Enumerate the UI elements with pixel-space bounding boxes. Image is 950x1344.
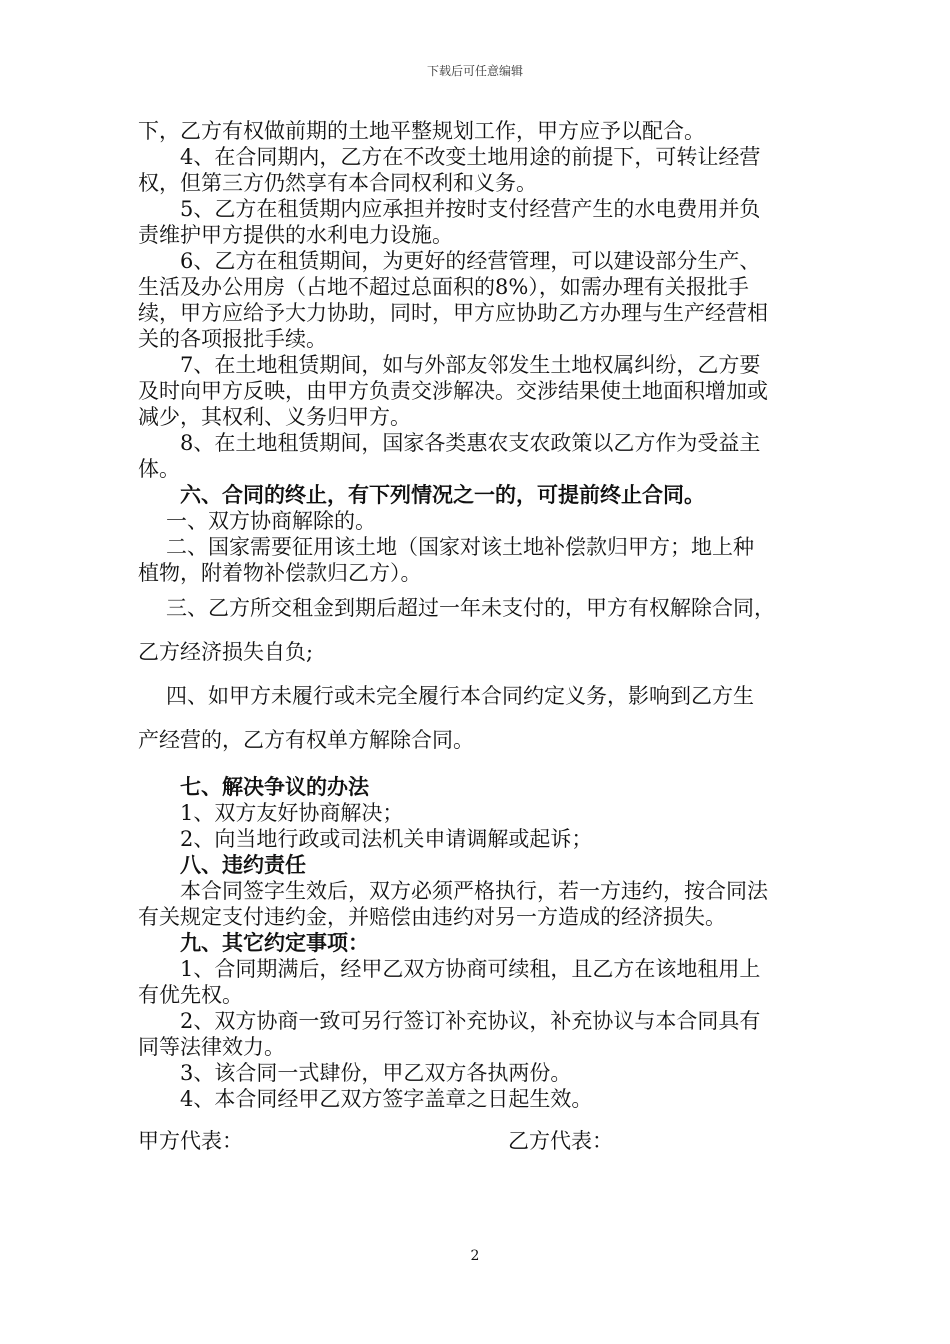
text-line: 6、乙方在租赁期间，为更好的经营管理，可以建设部分生产、 — [180, 249, 761, 273]
text-line: 1、合同期满后，经甲乙双方协商可续租，且乙方在该地租用上 — [180, 957, 761, 981]
text-line: 2、双方协商一致可另行签订补充协议，补充协议与本合同具有 — [180, 1009, 761, 1033]
text-line: 4、本合同经甲乙双方签字盖章之日起生效。 — [180, 1087, 593, 1111]
text-line: 三、乙方所交租金到期后超过一年未支付的，甲方有权解除合同， — [166, 596, 775, 620]
text-line: 续，甲方应给予大力协助，同时，甲方应协助乙方办理与生产经营相 — [138, 301, 768, 325]
party-a-signature-label: 甲方代表： — [138, 1129, 243, 1153]
text-line: 责维护甲方提供的水利电力设施。 — [138, 223, 453, 247]
text-line: 3、该合同一式肆份，甲乙双方各执两份。 — [180, 1061, 572, 1085]
text-line: 8、在土地租赁期间，国家各类惠农支农政策以乙方作为受益主 — [180, 431, 761, 455]
text-line: 体。 — [138, 457, 180, 481]
text-line: 1、双方友好协商解决； — [180, 801, 404, 825]
text-line: 二、国家需要征用该土地（国家对该土地补偿款归甲方；地上种 — [166, 535, 754, 559]
text-line: 有优先权。 — [138, 983, 243, 1007]
text-line: 本合同签字生效后，双方必须严格执行，若一方违约，按合同法 — [180, 879, 768, 903]
text-line: 一、双方协商解除的。 — [166, 509, 376, 533]
text-line: 产经营的，乙方有权单方解除合同。 — [138, 728, 474, 752]
section-heading: 八、违约责任 — [180, 852, 306, 877]
text-line: 有关规定支付违约金，并赔偿由违约对另一方造成的经济损失。 — [138, 905, 726, 929]
document-body — [138, 118, 828, 1112]
text-line: 4、在合同期内，乙方在不改变土地用途的前提下，可转让经营 — [180, 145, 761, 169]
text-line: 植物，附着物补偿款归乙方）。 — [138, 561, 422, 585]
text-line: 四、如甲方未履行或未完全履行本合同约定义务，影响到乙方生 — [166, 684, 754, 708]
text-line: 同等法律效力。 — [138, 1035, 285, 1059]
text-line: 7、在土地租赁期间，如与外部友邻发生土地权属纠纷，乙方要 — [180, 353, 761, 377]
text-line: 权，但第三方仍然享有本合同权利和义务。 — [138, 171, 537, 195]
section-heading: 七、解决争议的办法 — [180, 774, 369, 799]
section-heading: 六、合同的终止，有下列情况之一的，可提前终止合同。 — [180, 482, 705, 507]
text-line: 及时向甲方反映，由甲方负责交涉解决。交涉结果使土地面积增加或 — [138, 379, 768, 403]
text-line: 乙方经济损失自负; — [138, 640, 314, 664]
page-number: 2 — [470, 1248, 480, 1264]
text-line: 5、乙方在租赁期内应承担并按时支付经营产生的水电费用并负 — [180, 197, 761, 221]
section-heading: 九、其它约定事项： — [180, 930, 369, 955]
text-line: 生活及办公用房（占地不超过总面积的8%），如需办理有关报批手 — [138, 275, 749, 299]
text-line: 关的各项报批手续。 — [138, 327, 327, 351]
page-header: 下载后可任意编辑 — [426, 64, 523, 78]
text-line: 减少，其权利、义务归甲方。 — [138, 405, 411, 429]
party-b-signature-label: 乙方代表： — [508, 1129, 613, 1153]
text-line: 下，乙方有权做前期的土地平整规划工作，甲方应予以配合。 — [138, 119, 705, 143]
text-line: 2、向当地行政或司法机关申请调解或起诉； — [180, 827, 593, 851]
